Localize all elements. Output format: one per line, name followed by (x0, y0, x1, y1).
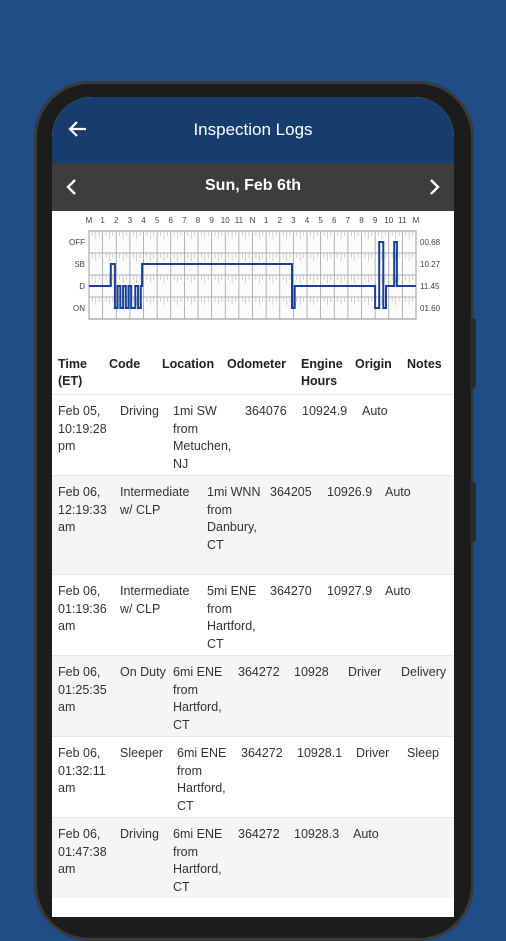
date-navigator (52, 163, 454, 211)
cell-origin: Auto (385, 485, 411, 499)
cell-odometer: 364272 (241, 746, 283, 760)
hour-label: N (249, 216, 256, 225)
cell-time: Feb 06, 01:19:36 am (58, 584, 107, 633)
header-odometer: Odometer (227, 357, 287, 371)
header-code: Code (109, 357, 141, 371)
cell-location: 5mi ENE from Hartford, CT (207, 584, 257, 651)
hour-label: 7 (182, 216, 187, 225)
cell-time: Feb 06, 01:25:35 am (58, 665, 107, 714)
cell-code: Sleeper (120, 746, 164, 760)
cell-notes: Delivery (401, 665, 447, 679)
cell-code: Intermediate w/ CLP (120, 485, 190, 517)
table-row[interactable] (52, 655, 454, 736)
cell-origin: Auto (385, 584, 411, 598)
table-row[interactable] (52, 394, 454, 475)
hour-label: 7 (345, 216, 351, 225)
cell-engine-hours: 10928.1 (297, 746, 343, 760)
header-notes: Notes (407, 357, 442, 371)
cell-code: On Duty (120, 665, 166, 679)
power-button (470, 482, 476, 542)
duty-status-graph (52, 211, 454, 341)
cell-location: 6mi ENE from Hartford, CT (173, 665, 223, 732)
cell-time: Feb 06, 01:32:11 am (58, 746, 106, 795)
log-grid (52, 211, 454, 341)
cell-engine-hours: 10926.9 (327, 485, 373, 499)
hour-label: 4 (304, 216, 310, 225)
total-label: 01.60 (420, 304, 441, 313)
hour-label: 11 (398, 216, 407, 225)
cell-notes: Sleep (407, 746, 439, 760)
cell-origin: Auto (362, 404, 388, 418)
cell-origin: Driver (348, 665, 382, 679)
hour-label: 9 (209, 216, 214, 225)
cell-code: Driving (120, 404, 159, 418)
cell-location: 6mi ENE from Hartford, CT (173, 827, 223, 894)
status-label: OFF (69, 238, 85, 247)
header-time: Time (ET) (58, 357, 87, 388)
events-table (52, 346, 454, 898)
hour-label: M (412, 216, 420, 225)
cell-origin: Driver (356, 746, 390, 760)
cell-odometer: 364272 (238, 827, 280, 841)
table-header (52, 346, 454, 394)
cell-time: Feb 05, 10:19:28 pm (58, 404, 107, 453)
hour-label: M (85, 216, 93, 225)
app-bar (52, 97, 454, 163)
current-date: Sun, Feb 6th (205, 177, 301, 194)
hour-label: 4 (141, 216, 146, 225)
cell-code: Driving (120, 827, 159, 841)
cell-time: Feb 06, 01:47:38 am (58, 827, 107, 876)
cell-odometer: 364272 (238, 665, 280, 679)
hour-label: 2 (114, 216, 119, 225)
hour-label: 6 (332, 216, 337, 225)
status-label: D (79, 282, 85, 291)
cell-odometer: 364076 (245, 404, 287, 418)
hour-label: 9 (372, 216, 378, 225)
hour-label: 2 (277, 216, 282, 225)
hour-label: 1 (263, 216, 269, 225)
total-label: 00.68 (420, 238, 441, 247)
cell-engine-hours: 10927.9 (327, 584, 373, 598)
header-engine-hours: Engine Hours (301, 357, 343, 388)
table-row[interactable] (52, 736, 454, 817)
page-title: Inspection Logs (193, 120, 313, 139)
next-day-icon[interactable] (422, 175, 446, 199)
total-label: 10.27 (420, 260, 441, 269)
volume-button (470, 318, 476, 388)
cell-origin: Auto (353, 827, 379, 841)
hour-label: 8 (195, 216, 201, 225)
header-location: Location (162, 357, 215, 371)
cell-location: 1mi SW from Metuchen, NJ (173, 404, 232, 471)
hour-label: 8 (359, 216, 364, 225)
cell-engine-hours: 10928.3 (294, 827, 340, 841)
cell-odometer: 364270 (270, 584, 312, 598)
hour-label: 3 (291, 216, 296, 225)
app-screen (52, 97, 454, 917)
cell-location: 1mi WNN from Danbury, CT (207, 485, 261, 552)
table-row[interactable] (52, 574, 454, 655)
hour-label: 5 (318, 216, 323, 225)
hour-label: 6 (168, 216, 173, 225)
hour-label: 10 (220, 216, 230, 225)
cell-code: Intermediate w/ CLP (120, 584, 190, 616)
status-label: ON (73, 304, 85, 313)
header-origin: Origin (355, 357, 392, 371)
table-row[interactable] (52, 817, 454, 898)
hour-label: 10 (384, 216, 394, 225)
cell-time: Feb 06, 12:19:33 am (58, 485, 107, 534)
hour-label: 3 (127, 216, 133, 225)
cell-engine-hours: 10928 (294, 665, 329, 679)
status-label: SB (74, 260, 85, 269)
cell-location: 6mi ENE from Hartford, CT (177, 746, 227, 813)
total-label: 11.45 (420, 282, 440, 291)
table-row[interactable] (52, 475, 454, 574)
cell-odometer: 364205 (270, 485, 312, 499)
hour-label: 11 (234, 216, 244, 225)
hour-label: 5 (154, 216, 160, 225)
cell-engine-hours: 10924.9 (302, 404, 348, 418)
hour-label: 1 (100, 216, 105, 225)
